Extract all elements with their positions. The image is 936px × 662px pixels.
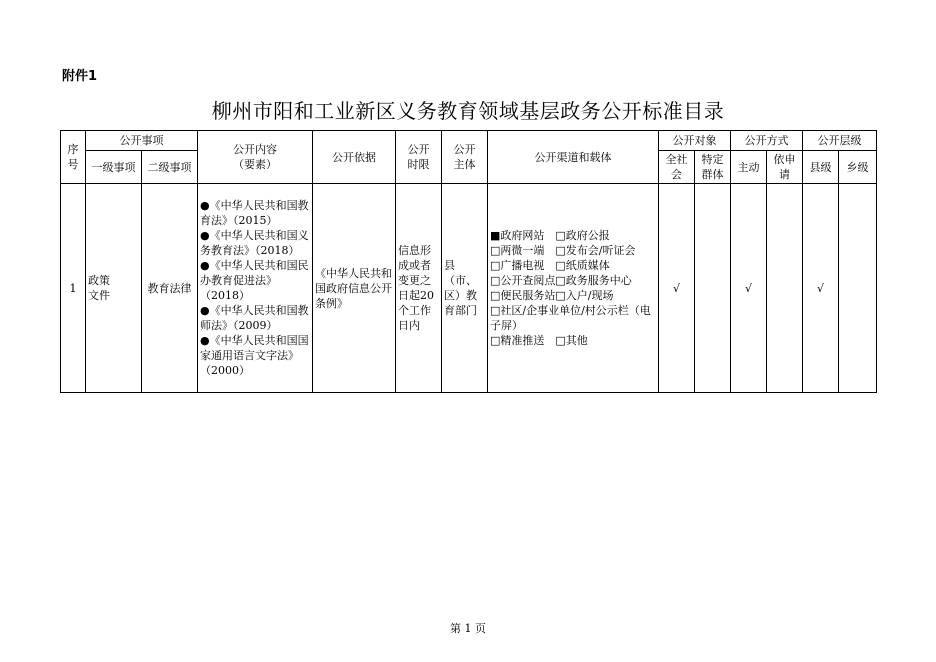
header-time: 公开 时限 bbox=[396, 131, 442, 184]
header-subject: 公开 主体 bbox=[442, 131, 488, 184]
cell-level2: 教育法律 bbox=[142, 184, 198, 393]
header-row-1 bbox=[61, 131, 877, 151]
cell-time: 信息形成或者变更之日起20个工作日内 bbox=[396, 184, 442, 393]
header-target-specific: 特定 群体 bbox=[695, 151, 731, 184]
channel-option: □便民服务站□入户/现场 bbox=[490, 289, 614, 302]
header-level2: 二级事项 bbox=[142, 151, 198, 184]
page-title: 柳州市阳和工业新区义务教育领域基层政务公开标准目录 bbox=[211, 99, 725, 123]
header-level-town: 乡级 bbox=[839, 151, 877, 184]
channel-option: □精准推送 □其他 bbox=[490, 334, 588, 347]
header-level-county: 县级 bbox=[803, 151, 839, 184]
content-item: ●《中华人民共和国教育法》（2015） bbox=[200, 199, 309, 227]
header-basis: 公开依据 bbox=[313, 131, 396, 184]
table-row bbox=[61, 184, 877, 393]
page-number: 第 1 页 bbox=[450, 622, 486, 635]
content-item: ●《中华人民共和国民办教育促进法》（2018） bbox=[200, 259, 309, 302]
channel-option: ■政府网站 □政府公报 bbox=[490, 229, 610, 242]
header-target: 公开对象 bbox=[659, 131, 731, 151]
cell-level1: 政策 文件 bbox=[86, 184, 142, 393]
header-matter: 公开事项 bbox=[86, 131, 198, 151]
header-method-request: 依申请 bbox=[767, 151, 803, 184]
cell-subject: 县（市、区）教育部门 bbox=[442, 184, 488, 393]
header-target-all: 全社 会 bbox=[659, 151, 695, 184]
content-item: ●《中华人民共和国教师法》（2009） bbox=[200, 304, 309, 332]
cell-level-town bbox=[839, 184, 877, 393]
header-seq: 序号 bbox=[61, 131, 86, 184]
cell-channels bbox=[488, 184, 659, 393]
header-content: 公开内容 （要素） bbox=[198, 131, 313, 184]
channel-option: □广播电视 □纸质媒体 bbox=[490, 259, 610, 272]
cell-content bbox=[198, 184, 313, 393]
cell-target-all: √ bbox=[659, 184, 695, 393]
header-channel: 公开渠道和载体 bbox=[488, 131, 659, 184]
header-level: 公开层级 bbox=[803, 131, 877, 151]
attachment-label: 附件1 bbox=[62, 69, 98, 84]
content-item: ●《中华人民共和国义务教育法》（2018） bbox=[200, 229, 309, 257]
channel-option: □公开查阅点□政务服务中心 bbox=[490, 274, 632, 287]
content-item: ●《中华人民共和国国家通用语言文字法》（2000） bbox=[200, 334, 309, 377]
cell-target-specific bbox=[695, 184, 731, 393]
cell-method-request bbox=[767, 184, 803, 393]
cell-level-county: √ bbox=[803, 184, 839, 393]
cell-seq: 1 bbox=[61, 184, 86, 393]
cell-method-active: √ bbox=[731, 184, 767, 393]
header-method-active: 主动 bbox=[731, 151, 767, 184]
channel-option: □两微一端 □发布会/听证会 bbox=[490, 244, 636, 257]
header-method: 公开方式 bbox=[731, 131, 803, 151]
catalog-table bbox=[60, 130, 877, 393]
channel-option: □社区/企事业单位/村公示栏（电子屏） bbox=[490, 304, 651, 332]
cell-basis: 《中华人民共和国政府信息公开条例》 bbox=[313, 184, 396, 393]
header-level1: 一级事项 bbox=[86, 151, 142, 184]
